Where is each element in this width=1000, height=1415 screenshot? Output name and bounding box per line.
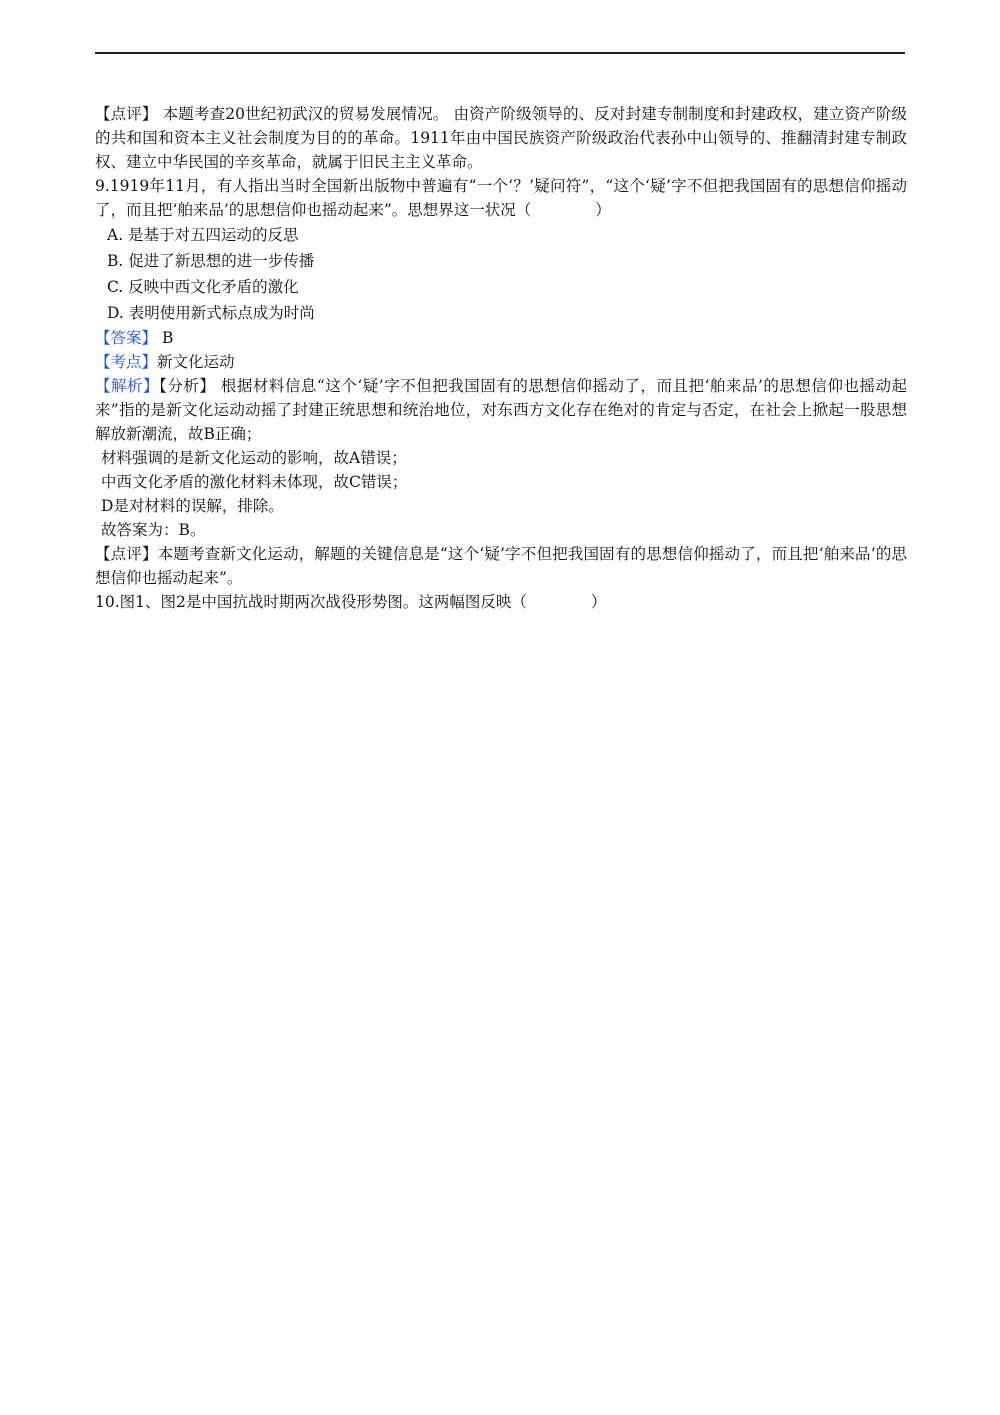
comment-text: 本题考查20世纪初武汉的贸易发展情况。 由资产阶级领导的、反对封建专制制度和封建政权，建立资产阶级的共和国和资本主义社会制度为目的的革命。1911年由中国民族资产阶级政治代表孙中山领导的、推翻清封建专制政权、建立中华民国的辛亥革命，就属于旧民主主义革命。 — [95, 105, 907, 171]
analysis-paragraph — [95, 374, 907, 446]
header-rule — [95, 52, 905, 54]
answer-line — [95, 326, 907, 350]
answer-tag: 【答案】 — [95, 329, 158, 347]
question-9-stem-text: 9.1919年11月，有人指出当时全国新出版物中普遍有“一个‘？’疑问符”，“这个‘疑’字不但把我国固有的思想信仰摇动了，而且把‘舶来品’的思想信仰也摇动起来”。思想界这一状况（ — [95, 177, 907, 219]
option-a: A. 是基于对五四运动的反思 — [107, 226, 299, 244]
analysis-line-3: D是对材料的误解，排除。 — [101, 497, 284, 515]
comment-paragraph-q9 — [95, 542, 907, 590]
option-d: D. 表明使用新式标点成为时尚 — [107, 304, 315, 322]
kaodian-value: 新文化运动 — [157, 353, 235, 371]
jiexi-tag: 【解析】 — [95, 377, 160, 395]
analysis-line-4: 故答案为：B。 — [101, 521, 206, 539]
fenxi-tag: 【分析】 — [159, 377, 216, 395]
kaodian-line — [95, 350, 907, 374]
analysis-line-2: 中西文化矛盾的激化材料未体现，故C错误； — [101, 473, 408, 491]
option-c: C. 反映中西文化矛盾的激化 — [107, 278, 299, 296]
question-9-stem — [95, 174, 907, 222]
option-b: B. 促进了新思想的进一步传播 — [107, 252, 315, 270]
analysis-line-1: 材料强调的是新文化运动的影响，故A错误； — [101, 449, 407, 467]
dianping-text: 本题考查新文化运动，解题的关键信息是“这个‘疑’字不但把我国固有的思想信仰摇动了，而且把‘舶来品’的思想信仰也摇动起来”。 — [95, 545, 907, 587]
dianping-tag: 【点评】 — [95, 545, 158, 563]
comment-paragraph-q8 — [95, 102, 907, 174]
question-10-stem-text: 10.图1、图2是中国抗战时期两次战役形势图。这两幅图反映（ — [95, 593, 527, 611]
question-10-stem — [95, 590, 907, 614]
fenxi-text: 根据材料信息“这个‘疑’字不但把我国固有的思想信仰摇动了，而且把‘舶来品’的思想信仰也摇动起来”指的是新文化运动动摇了封建正统思想和统治地位，对东西方文化存在绝对的肯定与否定，在社会上掀起一股思想解放新潮流，故B正确； — [95, 377, 907, 443]
question-10-stem-close: ） — [590, 593, 607, 611]
comment-tag: 【点评】 — [95, 105, 158, 123]
kaodian-tag: 【考点】 — [95, 353, 158, 371]
question-9-stem-close: ） — [595, 201, 611, 219]
page-content — [95, 102, 907, 614]
answer-value: B — [157, 329, 174, 347]
